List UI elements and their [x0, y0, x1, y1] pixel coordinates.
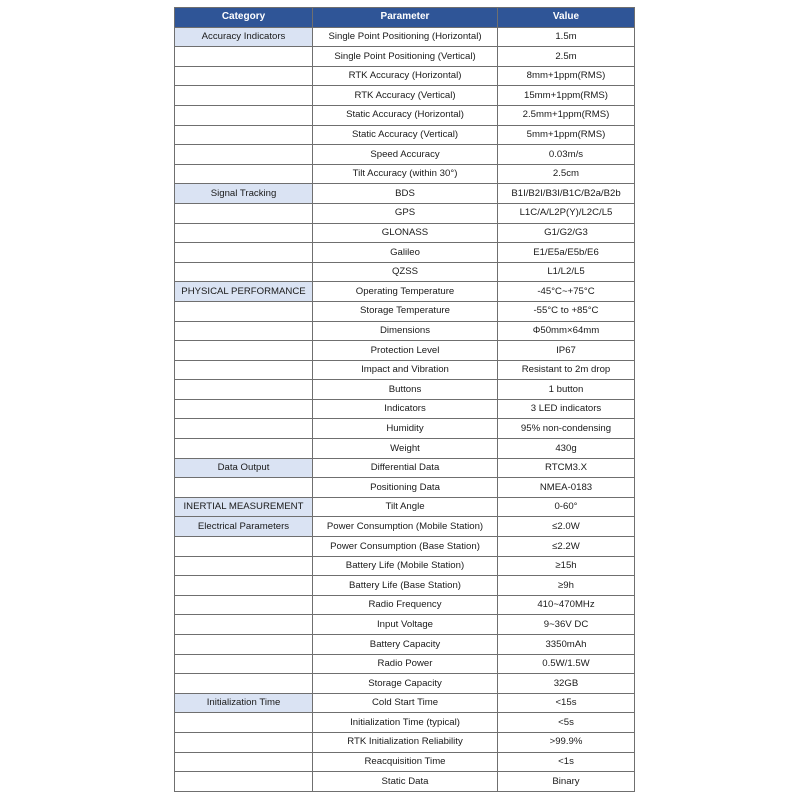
parameter-cell: Static Accuracy (Horizontal) [313, 105, 498, 125]
table-row [175, 674, 635, 694]
category-cell [175, 380, 313, 400]
table-row [175, 380, 635, 400]
parameter-cell: RTK Accuracy (Horizontal) [313, 66, 498, 86]
value-cell: 0-60° [498, 497, 635, 517]
value-cell: 8mm+1ppm(RMS) [498, 66, 635, 86]
parameter-cell: Protection Level [313, 341, 498, 361]
table-row [175, 321, 635, 341]
category-cell [175, 752, 313, 772]
category-cell [175, 301, 313, 321]
table-row [175, 125, 635, 145]
header-value: Value [498, 8, 635, 28]
value-cell: 9~36V DC [498, 615, 635, 635]
table-header [175, 8, 635, 28]
spec-table [174, 7, 635, 792]
table-row [175, 556, 635, 576]
value-cell: Resistant to 2m drop [498, 360, 635, 380]
parameter-cell: GPS [313, 203, 498, 223]
category-cell: Accuracy Indicators [175, 27, 313, 47]
value-cell: -45°C~+75°C [498, 282, 635, 302]
category-cell: Initialization Time [175, 693, 313, 713]
category-cell: Signal Tracking [175, 184, 313, 204]
value-cell: ≥15h [498, 556, 635, 576]
category-cell [175, 732, 313, 752]
table-row [175, 732, 635, 752]
value-cell: 3350mAh [498, 635, 635, 655]
table-row [175, 47, 635, 67]
table-row [175, 223, 635, 243]
category-cell: INERTIAL MEASUREMENT [175, 497, 313, 517]
parameter-cell: Humidity [313, 419, 498, 439]
table-row [175, 301, 635, 321]
category-cell [175, 262, 313, 282]
parameter-cell: Battery Life (Mobile Station) [313, 556, 498, 576]
table-row [175, 537, 635, 557]
category-cell [175, 145, 313, 165]
parameter-cell: Single Point Positioning (Vertical) [313, 47, 498, 67]
category-cell [175, 399, 313, 419]
value-cell: 430g [498, 439, 635, 459]
table-row [175, 478, 635, 498]
parameter-cell: Static Data [313, 772, 498, 792]
category-cell [175, 595, 313, 615]
value-cell: L1C/A/L2P(Y)/L2C/L5 [498, 203, 635, 223]
value-cell: RTCM3.X [498, 458, 635, 478]
parameter-cell: Operating Temperature [313, 282, 498, 302]
table-row [175, 458, 635, 478]
table-body [175, 27, 635, 791]
category-cell [175, 66, 313, 86]
value-cell: 1 button [498, 380, 635, 400]
table-row [175, 615, 635, 635]
table-row [175, 105, 635, 125]
value-cell: ≤2.0W [498, 517, 635, 537]
table-row [175, 399, 635, 419]
parameter-cell: Single Point Positioning (Horizontal) [313, 27, 498, 47]
value-cell: 2.5m [498, 47, 635, 67]
value-cell: 2.5mm+1ppm(RMS) [498, 105, 635, 125]
parameter-cell: Positioning Data [313, 478, 498, 498]
value-cell: 2.5cm [498, 164, 635, 184]
parameter-cell: Galileo [313, 243, 498, 263]
table-row [175, 439, 635, 459]
value-cell: >99.9% [498, 732, 635, 752]
table-row [175, 635, 635, 655]
value-cell: G1/G2/G3 [498, 223, 635, 243]
parameter-cell: Indicators [313, 399, 498, 419]
table-row [175, 713, 635, 733]
parameter-cell: Speed Accuracy [313, 145, 498, 165]
parameter-cell: Power Consumption (Mobile Station) [313, 517, 498, 537]
value-cell: 410~470MHz [498, 595, 635, 615]
header-category: Category [175, 8, 313, 28]
value-cell: 5mm+1ppm(RMS) [498, 125, 635, 145]
value-cell: 1.5m [498, 27, 635, 47]
value-cell: 32GB [498, 674, 635, 694]
table-row [175, 693, 635, 713]
category-cell [175, 47, 313, 67]
parameter-cell: Tilt Angle [313, 497, 498, 517]
category-cell: PHYSICAL PERFORMANCE [175, 282, 313, 302]
header-row [175, 8, 635, 28]
table-row [175, 282, 635, 302]
value-cell: Φ50mm×64mm [498, 321, 635, 341]
category-cell [175, 772, 313, 792]
category-cell [175, 537, 313, 557]
parameter-cell: Weight [313, 439, 498, 459]
table-row [175, 419, 635, 439]
category-cell [175, 360, 313, 380]
parameter-cell: Cold Start Time [313, 693, 498, 713]
table-row [175, 184, 635, 204]
parameter-cell: Power Consumption (Base Station) [313, 537, 498, 557]
category-cell [175, 321, 313, 341]
table-row [175, 772, 635, 792]
table-row [175, 517, 635, 537]
value-cell: ≥9h [498, 576, 635, 596]
parameter-cell: Reacquisition Time [313, 752, 498, 772]
value-cell: 95% non-condensing [498, 419, 635, 439]
value-cell: 15mm+1ppm(RMS) [498, 86, 635, 106]
table-row [175, 262, 635, 282]
category-cell [175, 223, 313, 243]
table-row [175, 243, 635, 263]
category-cell [175, 105, 313, 125]
table-row [175, 203, 635, 223]
parameter-cell: Tilt Accuracy (within 30°) [313, 164, 498, 184]
category-cell [175, 341, 313, 361]
table-row [175, 654, 635, 674]
value-cell: -55°C to +85°C [498, 301, 635, 321]
value-cell: IP67 [498, 341, 635, 361]
category-cell [175, 478, 313, 498]
table-row [175, 752, 635, 772]
category-cell: Electrical Parameters [175, 517, 313, 537]
parameter-cell: RTK Initialization Reliability [313, 732, 498, 752]
category-cell [175, 125, 313, 145]
value-cell: 0.5W/1.5W [498, 654, 635, 674]
parameter-cell: Initialization Time (typical) [313, 713, 498, 733]
parameter-cell: Radio Power [313, 654, 498, 674]
value-cell: <15s [498, 693, 635, 713]
value-cell: 0.03m/s [498, 145, 635, 165]
table-row [175, 497, 635, 517]
value-cell: E1/E5a/E5b/E6 [498, 243, 635, 263]
table-row [175, 164, 635, 184]
value-cell: <1s [498, 752, 635, 772]
parameter-cell: Impact and Vibration [313, 360, 498, 380]
category-cell [175, 203, 313, 223]
category-cell [175, 86, 313, 106]
category-cell [175, 615, 313, 635]
table-row [175, 145, 635, 165]
category-cell [175, 243, 313, 263]
parameter-cell: BDS [313, 184, 498, 204]
category-cell [175, 674, 313, 694]
value-cell: ≤2.2W [498, 537, 635, 557]
parameter-cell: Battery Life (Base Station) [313, 576, 498, 596]
category-cell [175, 164, 313, 184]
category-cell [175, 713, 313, 733]
category-cell [175, 654, 313, 674]
value-cell: <5s [498, 713, 635, 733]
parameter-cell: GLONASS [313, 223, 498, 243]
table-row [175, 66, 635, 86]
value-cell: B1I/B2I/B3I/B1C/B2a/B2b [498, 184, 635, 204]
table-row [175, 576, 635, 596]
value-cell: L1/L2/L5 [498, 262, 635, 282]
table-row [175, 595, 635, 615]
category-cell [175, 419, 313, 439]
parameter-cell: Input Voltage [313, 615, 498, 635]
parameter-cell: Differential Data [313, 458, 498, 478]
parameter-cell: Battery Capacity [313, 635, 498, 655]
category-cell [175, 635, 313, 655]
parameter-cell: Static Accuracy (Vertical) [313, 125, 498, 145]
category-cell [175, 576, 313, 596]
table-row [175, 86, 635, 106]
parameter-cell: RTK Accuracy (Vertical) [313, 86, 498, 106]
parameter-cell: QZSS [313, 262, 498, 282]
header-parameter: Parameter [313, 8, 498, 28]
table-row [175, 341, 635, 361]
category-cell: Data Output [175, 458, 313, 478]
parameter-cell: Dimensions [313, 321, 498, 341]
parameter-cell: Storage Capacity [313, 674, 498, 694]
value-cell: NMEA-0183 [498, 478, 635, 498]
category-cell [175, 556, 313, 576]
parameter-cell: Buttons [313, 380, 498, 400]
parameter-cell: Radio Frequency [313, 595, 498, 615]
parameter-cell: Storage Temperature [313, 301, 498, 321]
table-row [175, 360, 635, 380]
category-cell [175, 439, 313, 459]
table-row [175, 27, 635, 47]
value-cell: Binary [498, 772, 635, 792]
value-cell: 3 LED indicators [498, 399, 635, 419]
